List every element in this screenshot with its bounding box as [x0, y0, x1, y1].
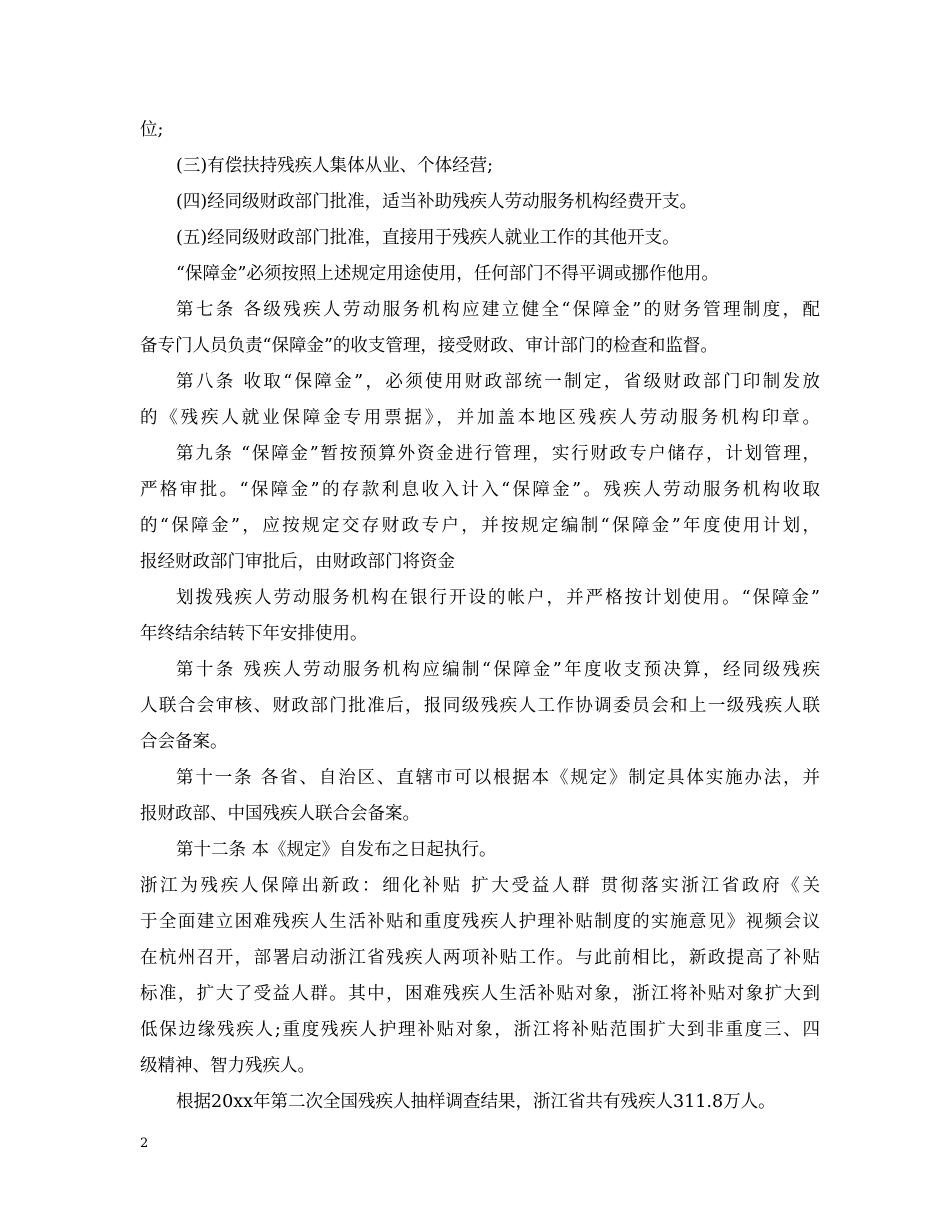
text-line: 于全面建立困难残疾人生活补贴和重度残疾人护理补贴制度的实施意见》视频会议	[140, 912, 820, 932]
page-number: 2	[140, 1136, 149, 1151]
text-line: (四)经同级财政部门批准，适当补助残疾人劳动服务机构经费开支。	[176, 192, 698, 212]
text-line: 第九条 “保障金”暂按预算外资金进行管理，实行财政专户储存，计划管理，	[176, 444, 820, 464]
text-line: 的《残疾人就业保障金专用票据》，并加盖本地区残疾人劳动服务机构印章。	[140, 408, 820, 428]
text-line: 年终结余结转下年安排使用。	[140, 624, 368, 644]
text-line: 第十二条 本《规定》自发布之日起执行。	[176, 840, 497, 860]
text-line: 级精神、智力残疾人。	[140, 1056, 315, 1076]
text-line: 根据20xx年第二次全国残疾人抽样调查结果，浙江省共有残疾人311.8万人。	[176, 1092, 776, 1112]
document-body	[140, 112, 820, 1120]
text-line: 人联合会审核、财政部门批准后，报同级残疾人工作协调委员会和上一级残疾人联	[140, 696, 820, 716]
text-line: 划拨残疾人劳动服务机构在银行开设的帐户，并严格按计划使用。“保障金”	[176, 588, 820, 608]
text-line: 的“保障金”，应按规定交存财政专户，并按规定编制“保障金”年度使用计划，	[140, 516, 820, 536]
text-line: 报经财政部门审批后，由财政部门将资金	[140, 552, 455, 572]
text-line: 第十条 残疾人劳动服务机构应编制“保障金”年度收支预决算，经同级残疾	[176, 660, 820, 680]
text-line: 位;	[140, 120, 164, 140]
text-line: 合会备案。	[140, 732, 228, 752]
text-line: 报财政部、中国残疾人联合会备案。	[140, 804, 420, 824]
text-line: 第十一条 各省、自治区、直辖市可以根据本《规定》制定具体实施办法，并	[176, 768, 820, 788]
text-line: “保障金”必须按照上述规定用途使用，任何部门不得平调或挪作他用。	[176, 264, 719, 284]
text-line: 严格审批。“保障金”的存款利息收入计入“保障金”。残疾人劳动服务机构收取	[140, 480, 820, 500]
text-line: 在杭州召开，部署启动浙江省残疾人两项补贴工作。与此前相比，新政提高了补贴	[140, 948, 820, 968]
text-line: 第八条 收取“保障金”，必须使用财政部统一制定，省级财政部门印制发放	[176, 372, 820, 392]
text-line: 第七条 各级残疾人劳动服务机构应建立健全“保障金”的财务管理制度，配	[176, 300, 820, 320]
text-line: 浙江为残疾人保障出新政：细化补贴 扩大受益人群 贯彻落实浙江省政府《关	[140, 876, 820, 896]
text-line: 低保边缘残疾人;重度残疾人护理补贴对象，浙江将补贴范围扩大到非重度三、四	[140, 1020, 820, 1040]
text-line: 备专门人员负责“保障金”的收支管理，接受财政、审计部门的检查和监督。	[140, 336, 718, 356]
text-line: (三)有偿扶持残疾人集体从业、个体经营;	[176, 156, 494, 176]
text-line: (五)经同级财政部门批准，直接用于残疾人就业工作的其他开支。	[176, 228, 680, 248]
text-line: 标准，扩大了受益人群。其中，困难残疾人生活补贴对象，浙江将补贴对象扩大到	[140, 984, 820, 1004]
